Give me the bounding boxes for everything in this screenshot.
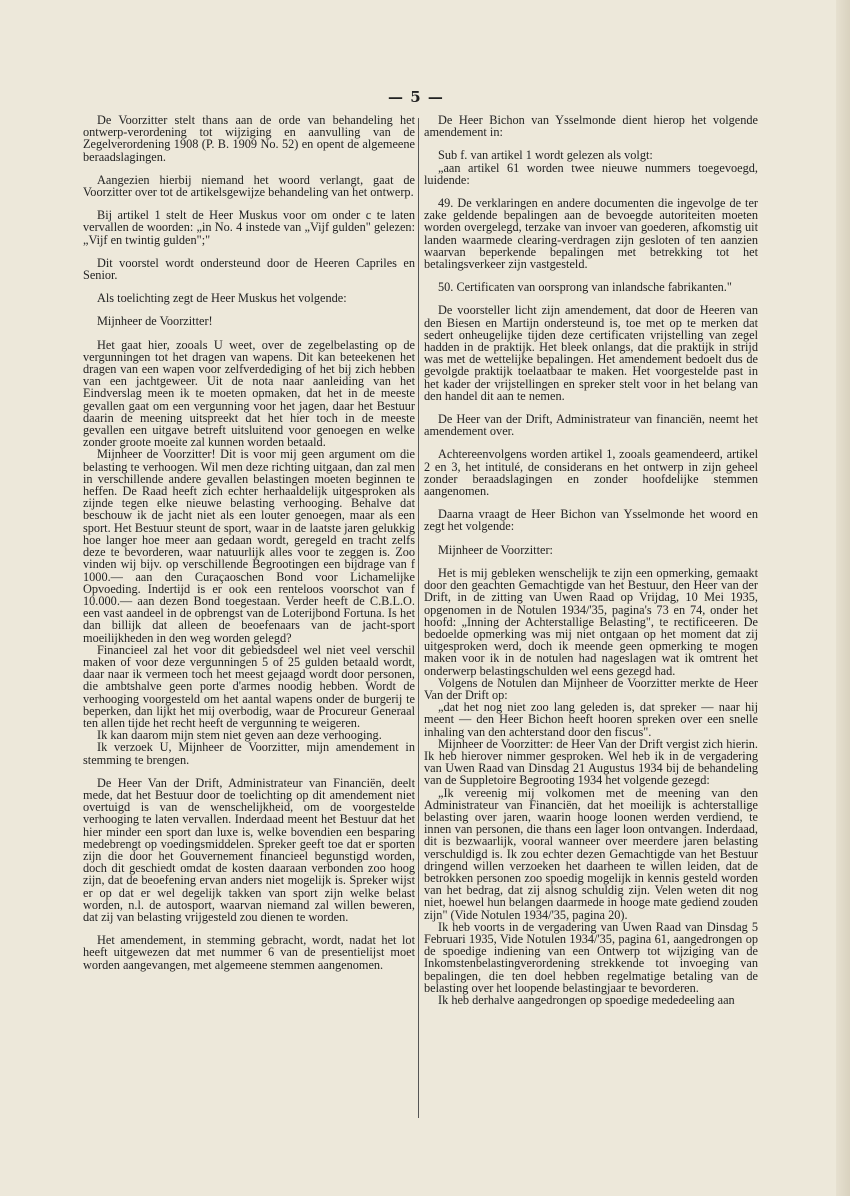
- right-column-paragraph: Ik heb voorts in de vergadering van Uwen Raad van Dinsdag 5 Februari 1935, Vide Notulen 1934/'35, pagina 61, aangedrongen op de spoedige indiening van een Ontwerp tot wijziging van de Inkomstenbelastingverordening strekkende tot invoeging van bepalingen, die ten doel hebben regelmatige betaling van de belasting over het loopende belastingjaar te bevorderen.: [424, 919, 758, 995]
- left-column-paragraph: Het gaat hier, zooals U weet, over de zegelbelasting op de vergunningen tot het dragen van wapens. Dit kan beteekenen het dragen van een wapen voor zelfverdediging of het bij zich hebben van een jachtgeweer. Uit de nota naar aanleiding van het Eindverslag meen ik te moeten opmaken, dat het in de meeste gevallen gaat om een vergunning voor het jagen, daar het Bestuur daarin de meening uitspreekt dat het hier toch in de meeste gevallen een uitgave betreft uitsluitend voor genoegen en welke zonder groote moeite zal kunnen worden betaald.: [83, 337, 415, 450]
- right-column-paragraph: Achtereenvolgens worden artikel 1, zooals geamendeerd, artikel 2 en 3, het intitulé, de considerans en het ontwerp in zijn geheel zonder beraadslagingen en zonder hoofdelijke stemmen aangenomen.: [424, 447, 758, 499]
- right-column-paragraph: Ik heb derhalve aangedrongen op spoedige mededeeling aan: [438, 993, 735, 1007]
- left-column-paragraph: Als toelichting zegt de Heer Muskus het volgende:: [97, 291, 347, 306]
- left-column-paragraph: Ik verzoek U, Mijnheer de Voorzitter, mijn amendement in stemming te brengen.: [83, 740, 415, 767]
- right-column-paragraph: „dat het nog niet zoo lang geleden is, dat spreker — naar hij meent — den Heer Bichon heeft hooren spreken over een snelle inhaling van den achterstand door den fiscus".: [424, 700, 758, 739]
- left-column-paragraph: Mijnheer de Voorzitter!: [97, 314, 213, 329]
- left-column-paragraph: De Heer Van der Drift, Administrateur van Financiën, deelt mede, dat het Bestuur door de toelichting op dit amendement niet overtuigd is van de wenschelijkheid, om de voorgestelde verhooging te laten vervallen. Inderdaad meent het Bestuur dat het hier minder een sport dan luxe is, welke bovendien een besparing medebrengt op voedingsmiddelen. Spreker geeft toe dat er sporten zijn die door het Gouvernement financieel begunstigd worden, doch dit geschiedt omdat de kosten daaraan verbonden zoo hoog zijn, dat de beoefening ervan anders niet mogelijk is. Spreker wijst er op dat er wel degelijk takken van sport zijn welke belast worden, n.l. de autosport, waarvan niemand zal willen beweren, dat zij van belasting vrijgesteld zou dienen te worden.: [83, 775, 415, 924]
- left-column-paragraph: Mijnheer de Voorzitter! Dit is voor mij geen argument om die belasting te verhoogen. Wil men deze richting uitgaan, dan zal men in verschillende andere gevallen belastingen moeten beginnen te heffen. De Raad heeft zich echter herhaaldelijk uitgesproken als zijnde tegen elke nieuwe belasting verhooging. Behalve dat beschouw ik de jacht niet als een louter genoegen, maar als een sport. Het Bestuur steunt de sport, waar in de laatste jaren gelukkig hoe langer hoe meer aan gedaan wordt, geregeld en tracht zelfs deze te bevorderen, waar natuurlijk alles voor te zeggen is. Zoo vinden wij bijv. op verschillende Begrootingen een bijdrage van f 1000.— aan den Curaçaoschen Bond voor Lichamelijke Opvoeding. Indertijd is er ook een renteloos voorschot van f 10.000.— aan dezen Bond toegestaan. Verder heeft de C.B.L.O. een vast aandeel in de opbrengst van de Loterijbond Fortuna. Is het dan billijk dat alleen de beoefenaars van de jacht-sport moeilijkheden in den weg worden gelegd?: [83, 447, 415, 645]
- left-column-paragraph: Bij artikel 1 stelt de Heer Muskus voor om onder c te laten vervallen de woorden: „in No. 4 instede van „Vijf gulden" gelezen: „Vijf en twintig gulden";": [83, 208, 415, 247]
- right-column-paragraph: 49. De verklaringen en andere documenten die ingevolge de ter zake geldende bepalingen aan de bevoegde autoriteiten moeten worden overgelegd, terzake van invoer van goederen, afkomstig uit landen waarmede clearing-verdragen zijn gesloten of ten aanzien waarvan beperkende bepalingen met betrekking tot het betalingsverkeer zijn vastgesteld.: [424, 196, 758, 272]
- right-column-paragraph: „Ik vereenig mij volkomen met de meening van den Administrateur van Financiën, dat het moeilijk is achterstallige belasting over jaren, waarin hooge loonen werden verdiend, te innen van personen, die thans een lager loon ontvangen. Inderdaad, dit is bezwaarlijk, vooral wanneer over meerdere jaren belasting verschuldigd is. Ik zou echter dezen Gemachtigde van het Bestuur dringend willen verzoeken het daarheen te willen leiden, dat de betrokken personen zoo spoedig mogelijk in kennis gesteld worden van het bedrag, dat zij alsnog schuldig zijn. Velen weten dit nog niet, hoewel hun belangen daarmede in hooge mate gediend zouden zijn" (Vide Notulen 1934/'35, pagina 20).: [424, 785, 758, 922]
- right-column-paragraph: 50. Certificaten van oorsprong van inlandsche fabrikanten.": [438, 280, 732, 295]
- right-column-paragraph: Mijnheer de Voorzitter: de Heer Van der Drift vergist zich hierin. Ik heb hierover nimmer gesproken. Wel heb ik in de vergadering van Uwen Raad van Dinsdag 21 Augustus 1934 bij de behandeling van de Suppletoire Begrooting 1934 het volgende gezegd:: [424, 736, 758, 788]
- page-spine-shadow: [836, 0, 850, 1196]
- column-divider: [418, 118, 419, 1118]
- left-column-paragraph: De Voorzitter stelt thans aan de orde van behandeling het ontwerp-verordening tot wijziging en aanvulling van de Zegelverordening 1908 (P. B. 1909 No. 52) en opent de algemeene beraadslagingen.: [83, 113, 415, 164]
- left-column-paragraph: Aangezien hierbij niemand het woord verlangt, gaat de Voorzitter over tot de artikelsgewijze behandeling van het ontwerp.: [83, 172, 415, 200]
- right-column-paragraph: De voorsteller licht zijn amendement, dat door de Heeren van den Biesen en Martijn ondersteund is, toe met op te merken dat sedert onheugelijke tijden deze certificaten vrijstelling van zegel hadden in de praktijk. Het bleek onlangs, dat die praktijk in strijd was met de wettelijke bepalingen. Het amendement bedoelt dus de gevolgde praktijk toelaatbaar te maken. Het voorgestelde past in het kader der vrijstellingen en spreker stelt voor in het belang van den handel dit aan te nemen.: [424, 303, 758, 403]
- right-column-paragraph: Het is mij gebleken wenschelijk te zijn een opmerking, gemaakt door den geachten Gemachtigde van het Bestuur, den Heer van der Drift, in de zitting van Uwen Raad op Vrijdag, 10 Mei 1935, opgenomen in de Notulen 1934/'35, pagina's 73 en 74, onder het hoofd: „Inning der Achterstallige Belasting", te rectificeeren. De bedoelde opmerking was mij niet ontgaan op het moment dat zij uitgesproken werd, doch ik meende geen opmerking te mogen maken voor ik in de notulen had nageslagen wat ik omtrent het onderwerp belastingschulden wel eens gezegd had.: [424, 565, 758, 678]
- left-column-paragraph: Dit voorstel wordt ondersteund door de Heeren Capriles en Senior.: [83, 255, 415, 283]
- right-column-paragraph: De Heer Bichon van Ysselmonde dient hierop het volgende amendement in:: [424, 113, 758, 140]
- right-column-paragraph: „aan artikel 61 worden twee nieuwe nummers toegevoegd, luidende:: [424, 160, 758, 187]
- right-column-paragraph: Daarna vraagt de Heer Bichon van Ysselmonde het woord en zegt het volgende:: [424, 507, 758, 534]
- right-column-paragraph: Volgens de Notulen dan Mijnheer de Voorzitter merkte de Heer Van der Drift op:: [424, 675, 758, 702]
- left-column: [83, 114, 415, 971]
- right-column-paragraph: De Heer van der Drift, Administrateur van financiën, neemt het amendement over.: [424, 412, 758, 439]
- right-column-paragraph: Mijnheer de Voorzitter:: [438, 542, 553, 557]
- left-column-paragraph: Het amendement, in stemming gebracht, wordt, nadat het lot heeft uitgewezen dat met nummer 6 van de presentielijst moet worden aangevangen, met algemeene stemmen aangenomen.: [83, 933, 415, 972]
- page-number: — 5 —: [388, 88, 444, 106]
- left-column-paragraph: Ik kan daarom mijn stem niet geven aan deze verhooging.: [97, 728, 382, 743]
- right-column-paragraph: Sub f. van artikel 1 wordt gelezen als volgt:: [438, 148, 653, 163]
- right-column: [424, 114, 758, 1006]
- left-column-paragraph: Financieel zal het voor dit gebiedsdeel wel niet veel verschil maken of voor deze vergunningen 5 of 25 gulden betaald wordt, daar naar ik vermeen toch het meest gejaagd wordt door personen, die ambtshalve geen porte d'armes noodig hebben. Wordt de verhooging voorgesteld om het aantal wapens onder de burgerij te beperken, dan lijkt het mij overbodig, waar de Procureur Generaal ten allen tijde het recht heeft de vergunning te weigeren.: [83, 642, 415, 730]
